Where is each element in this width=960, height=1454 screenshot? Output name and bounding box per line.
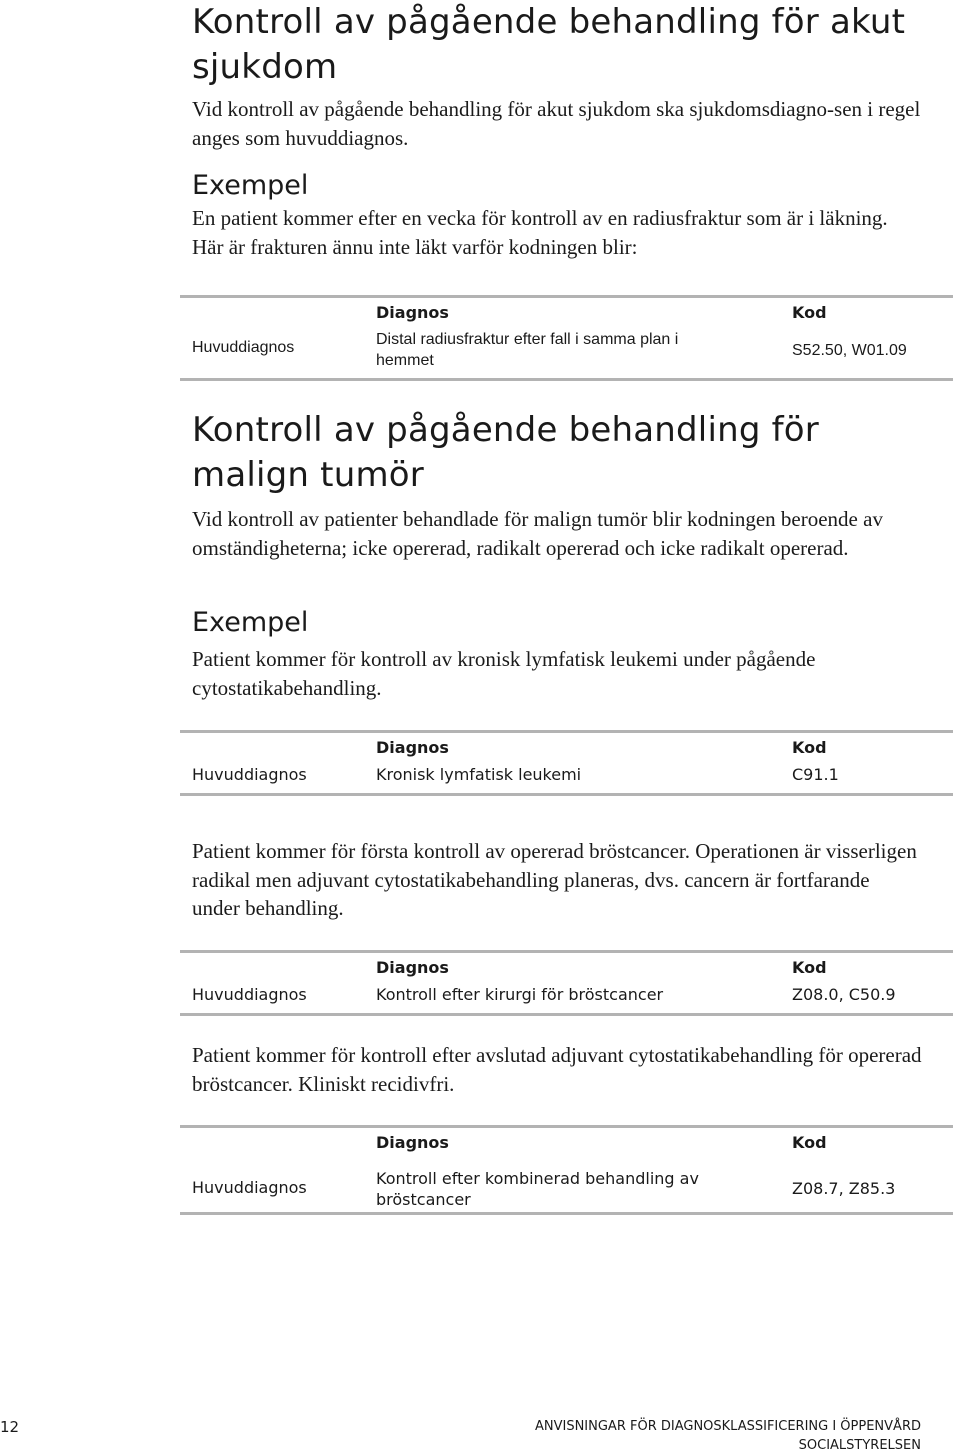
row-label: Huvuddiagnos [192, 985, 307, 1004]
column-header-diagnos: Diagnos [376, 738, 449, 757]
coding-table-1 [180, 295, 953, 381]
column-header-kod: Kod [792, 303, 827, 322]
table-row [180, 326, 953, 372]
row-label: Huvuddiagnos [192, 1178, 307, 1197]
table-header [180, 953, 953, 981]
example-heading-2: Exempel [192, 607, 309, 638]
diagnosis-code: Z08.7, Z85.3 [792, 1179, 896, 1198]
diagnosis-text: Kronisk lymfatisk leukemi [376, 765, 582, 784]
table-row [180, 1156, 953, 1209]
section-body-akut: Vid kontroll av pågående behandling för akut sjukdom ska sjukdomsdiagno-sen i regel anges som huvuddiagnos. [192, 97, 921, 150]
table-header [180, 1128, 953, 1156]
paragraph-avslutad-behandling: Patient kommer för kontroll efter avslutad adjuvant cytostatikabehandling för opererad bröstcancer. Kliniskt recidivfri. [192, 1043, 922, 1096]
section-body-malign: Vid kontroll av patienter behandlade för malign tumör blir kodningen beroende av omständigheterna; icke opererad, radikalt opererad och icke radikalt opererad. [192, 507, 883, 560]
table-header [180, 733, 953, 761]
row-label: Huvuddiagnos [192, 765, 307, 784]
diagnosis-code: S52.50, W01.09 [792, 342, 907, 359]
example-heading-1: Exempel [192, 170, 309, 201]
column-header-kod: Kod [792, 958, 827, 977]
row-label: Huvuddiagnos [192, 339, 295, 356]
example-text-1: En patient kommer efter en vecka för kontroll av en radiusfraktur som är i läkning. Här är frakturen ännu inte läkt varför kodningen blir: [192, 206, 888, 259]
coding-table-3 [180, 950, 953, 1016]
diagnosis-code: C91.1 [792, 765, 839, 784]
section-title-malign: Kontroll av pågående behandling för malign tumör [192, 410, 819, 495]
column-header-kod: Kod [792, 738, 827, 757]
diagnosis-text: Kontroll efter kirurgi för bröstcancer [376, 985, 664, 1004]
column-header-diagnos: Diagnos [376, 958, 449, 977]
column-header-diagnos: Diagnos [376, 303, 449, 322]
table-row [180, 761, 953, 789]
section-title-akut: Kontroll av pågående behandling för akut sjukdom [192, 2, 906, 87]
column-header-diagnos: Diagnos [376, 1133, 449, 1152]
page-number: 12 [0, 1418, 20, 1436]
diagnosis-text: Distal radiusfraktur efter fall i samma plan i hemmet [376, 331, 679, 369]
diagnosis-code: Z08.0, C50.9 [792, 985, 896, 1004]
coding-table-4 [180, 1125, 953, 1215]
footer-publisher: SOCIALSTYRELSEN [798, 1438, 921, 1453]
table-row [180, 981, 953, 1009]
table-header [180, 298, 953, 326]
diagnosis-text: Kontroll efter kombinerad behandling av bröstcancer [376, 1169, 699, 1209]
paragraph-forsta-kontroll: Patient kommer för första kontroll av opererad bröstcancer. Operationen är visserligen radikal men adjuvant cytostatikabehandling planeras, dvs. cancern är fortfarande under behandling. [192, 839, 917, 920]
footer-document-title: ANVISNINGAR FÖR DIAGNOSKLASSIFICERING I ÖPPENVÅRD [534, 1419, 921, 1434]
column-header-kod: Kod [792, 1133, 827, 1152]
coding-table-2 [180, 730, 953, 796]
example-text-2: Patient kommer för kontroll av kronisk lymfatisk leukemi under pågående cytostatikabehandling. [192, 647, 816, 700]
